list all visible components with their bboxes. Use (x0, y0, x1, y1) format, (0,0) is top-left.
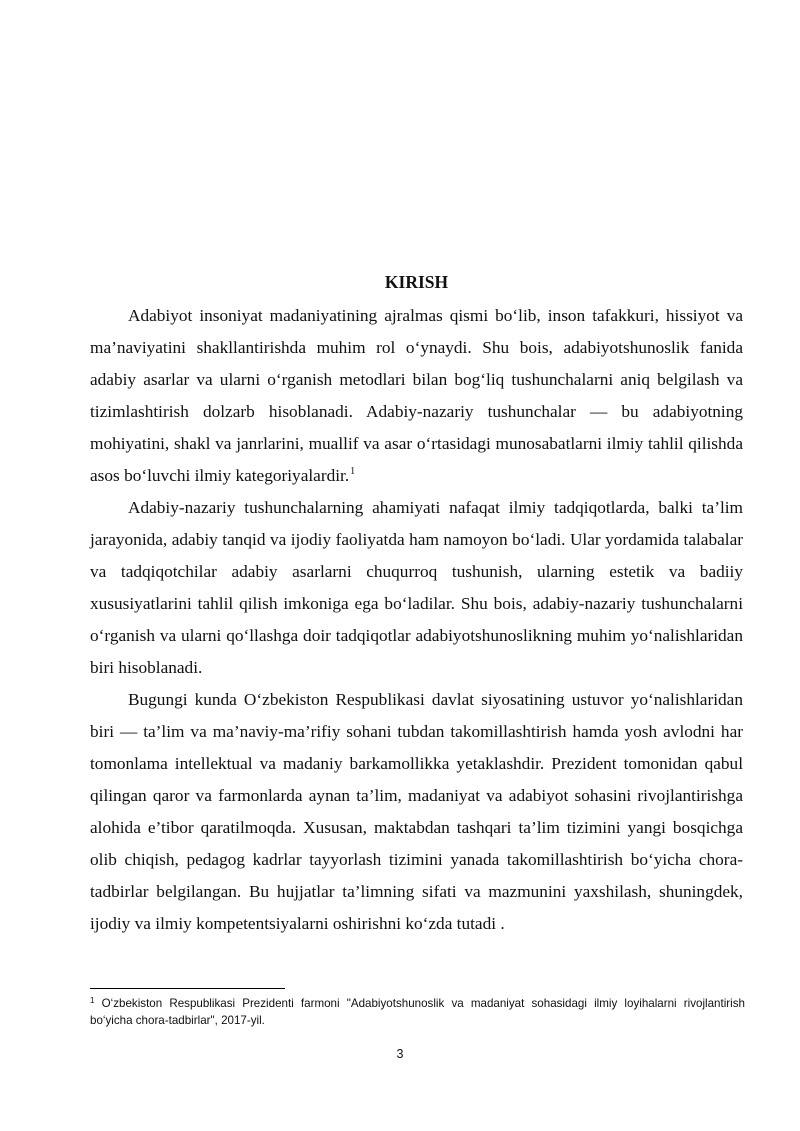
page-number: 3 (396, 1047, 404, 1061)
paragraph-1-text: Adabiyot insoniyat madaniyatining ajralmas qismi bo‘lib, inson tafakkuri, hissiyot va ma’naviyatini shakllantirishda muhim rol o‘ynaydi. Shu bois, adabiyotshunoslik fanida adabiy asarlar va ularni o‘rganish metodlari bilan bog‘liq tushunchalarni aniq belgilash va tizimlashtirish dolzarb hisoblanadi. Adabiy-nazariy tushunchalar — bu adabiyotning mohiyatini, shakl va janrlarini, muallif va asar o‘rtasidagi munosabatlarni ilmiy tahlil qilishda asos bo‘luvchi ilmiy kategoriyalardir. (90, 306, 743, 485)
paragraph-2: Adabiy-nazariy tushunchalarning ahamiyati nafaqat ilmiy tadqiqotlarda, balki ta’lim jarayonida, adabiy tanqid va ijodiy faoliyatda ham namoyon bo‘ladi. Ular yordamida talabalar va tadqiqotchilar adabiy asarlarni chuqurroq tushunish, ularning estetik va badiiy xususiyatlarini tahlil qilish imkoniga ega bo‘ladilar. Shu bois, adabiy-nazariy tushunchalarni o‘rganish va ularni qo‘llashga doir tadqiqotlar adabiyotshunoslikning muhim yo‘nalishlaridan biri hisoblanadi. (90, 498, 743, 677)
footnote (90, 995, 745, 1029)
paragraph-3: Bugungi kunda O‘zbekiston Respublikasi davlat siyosatining ustuvor yo‘nalishlaridan biri — ta’lim va ma’naviy-ma’rifiy sohani tubdan takomillashtirish hamda yosh avlodni har tomonlama intellektual va madaniy barkamollikka yetaklashdir. Prezident tomonidan qabul qilingan qaror va farmonlarda aynan ta’lim, madaniyat va adabiyot sohasini rivojlantirishga alohida e’tibor qaratilmoqda. Xususan, maktabdan tashqari ta’lim tizimini yangi bosqichga olib chiqish, pedagog kadrlar tayyorlash tizimini yanada takomillashtirish bo‘yicha chora-tadbirlar belgilangan. Bu hujjatlar ta’limning sifati va mazmunini yaxshilash, shuningdek, ijodiy va ilmiy kompetentsiyalarni oshirishni ko‘zda tutadi . (90, 690, 743, 933)
footnote-marker: 1 (90, 996, 95, 1005)
paragraph-1 (90, 300, 743, 492)
section-heading: KIRISH (384, 272, 449, 292)
footnote-separator (90, 988, 285, 989)
footnote-reference[interactable]: 1 (350, 466, 356, 477)
body-text (90, 300, 743, 940)
footnote-text: O‘zbekiston Respublikasi Prezidenti farmoni "Adabiyotshunoslik va madaniyat sohasidagi ilmiy loyihalarni rivojlantirish bo‘yicha chora-tadbirlar", 2017-yil. (90, 997, 745, 1027)
